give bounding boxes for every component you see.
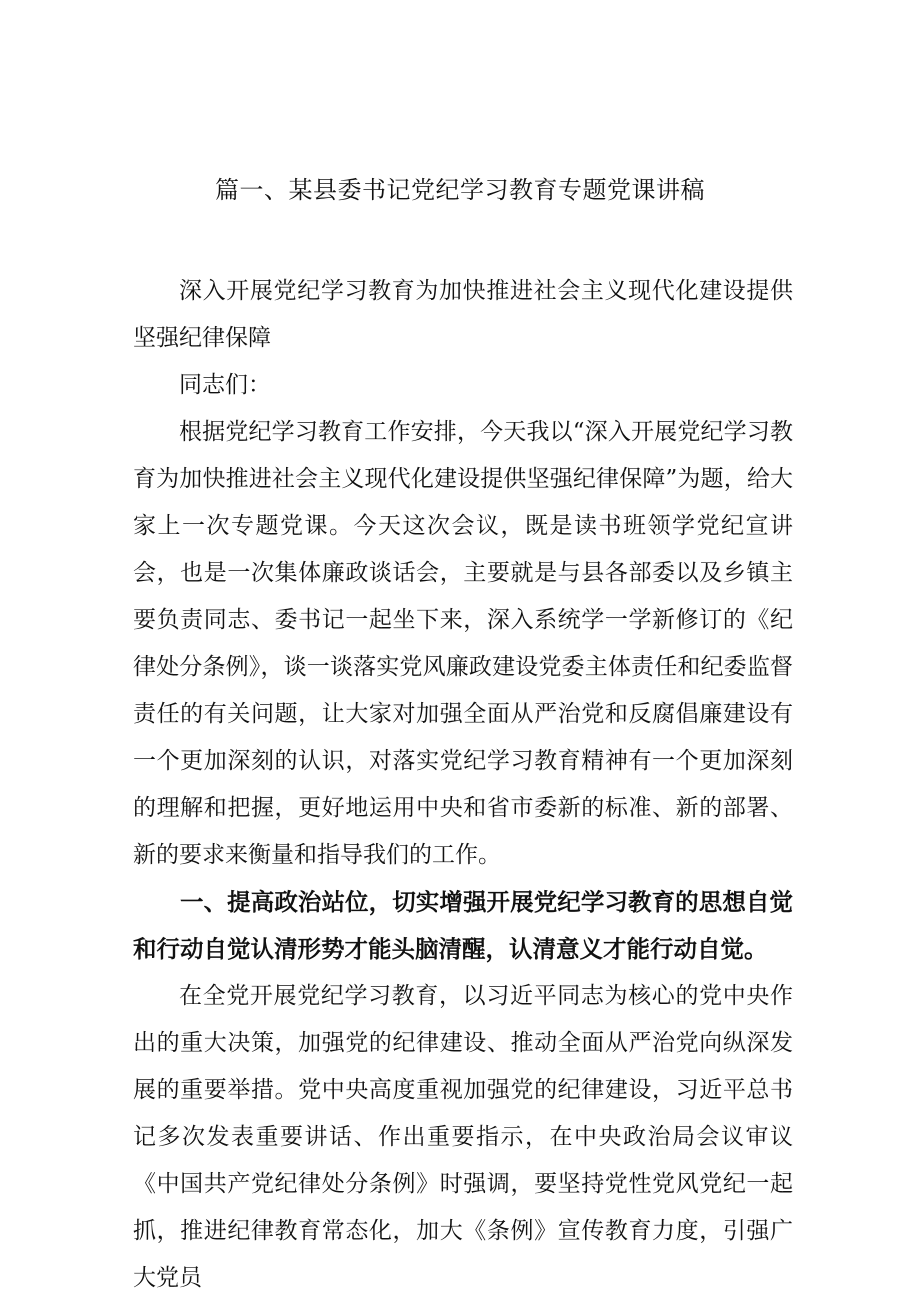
body-paragraph-2: 在全党开展党纪学习教育，以习近平同志为核心的党中央作出的重大决策，加强党的纪律建设、推动全面从严治党向纵深发展的重要举措。党中央高度重视加强党的纪律建设，习近平总书记多次发表重要讲话、作出重要指示，在中央政治局会议审议《中国共产党纪律处分条例》时强调，要坚持党性党风党纪一起抓，推进纪律教育常态化，加大《条例》宣传教育力度，引强广大党员 bbox=[133, 983, 793, 1291]
body-paragraph-1: 根据党纪学习教育工作安排，今天我以“深入开展党纪学习教育为加快推进社会主义现代化建设提供坚强纪律保障”为题，给大家上一次专题党课。今天这次会议，既是读书班领学党纪宣讲会，也是一次集体廉政谈话会，主要就是与县各部委以及乡镇主要负责同志、委书记一起坐下来，深入系统学一学新修订的《纪律处分条例》，谈一谈落实党风廉政建设党委主体责任和纪委监督责任的有关问题，让大家对加强全面从严治党和反腐倡廉建设有一个更加深刻的认识，对落实党纪学习教育精神有一个更加深刻的理解和把握，更好地运用中央和省市委新的标准、新的部署、新的要求来衡量和指导我们的工作。 bbox=[133, 419, 793, 868]
subtitle-paragraph: 深入开展党纪学习教育为加快推进社会主义现代化建设提供坚强纪律保障 bbox=[133, 278, 793, 351]
salutation: 同志们： bbox=[179, 372, 271, 398]
document-body bbox=[133, 268, 793, 1302]
document-title: 篇一、某县委书记党纪学习教育专题党课讲稿 bbox=[215, 176, 705, 204]
section-heading-1: 一、提高政治站位，切实增强开展党纪学习教育的思想自觉和行动自觉认清形势才能头脑清醒，认清意义才能行动自觉。 bbox=[133, 888, 793, 963]
